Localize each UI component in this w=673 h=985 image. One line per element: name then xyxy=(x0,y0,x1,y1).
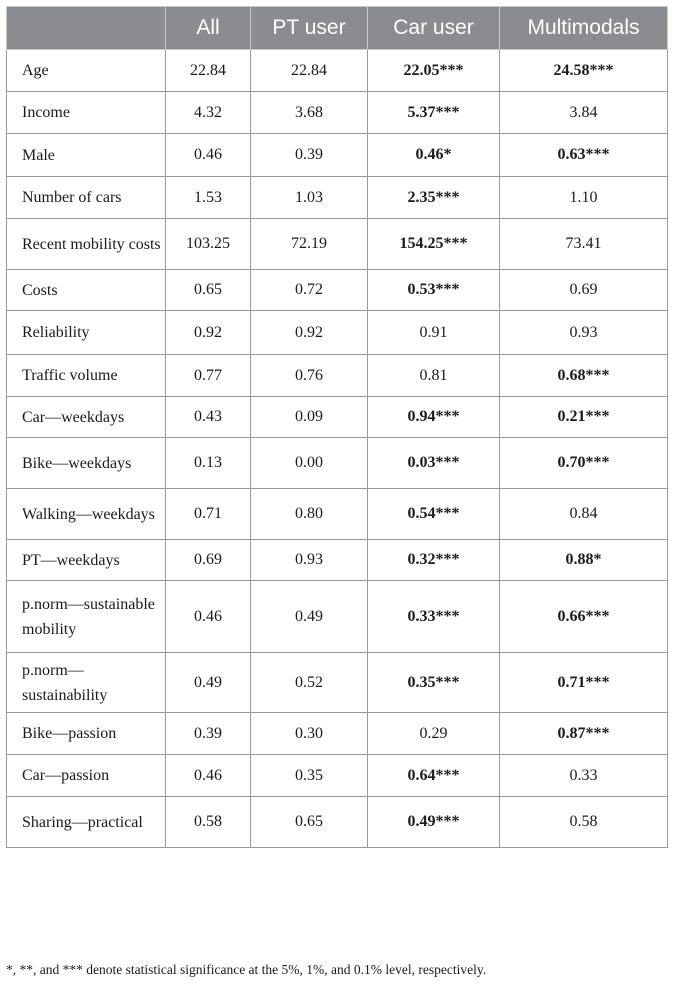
value-cell: 0.43 xyxy=(166,397,251,438)
value-cell: 0.53*** xyxy=(368,270,500,311)
value-cell: 0.35*** xyxy=(368,653,500,713)
value-cell: 0.29 xyxy=(368,713,500,755)
table-row xyxy=(7,219,668,270)
value-cell: 103.25 xyxy=(166,219,251,270)
value-cell: 0.81 xyxy=(368,355,500,397)
row-label: Recent mobility costs xyxy=(7,219,166,270)
table-row xyxy=(7,397,668,438)
row-label: Number of cars xyxy=(7,177,166,219)
value-cell: 0.93 xyxy=(500,311,668,355)
value-cell: 0.87*** xyxy=(500,713,668,755)
value-cell: 1.10 xyxy=(500,177,668,219)
value-cell: 0.46 xyxy=(166,581,251,653)
table-row xyxy=(7,355,668,397)
row-label: Income xyxy=(7,92,166,134)
value-cell: 0.69 xyxy=(166,540,251,581)
value-cell: 1.53 xyxy=(166,177,251,219)
row-label: Walking—weekdays xyxy=(7,489,166,540)
value-cell: 0.30 xyxy=(251,713,368,755)
value-cell: 73.41 xyxy=(500,219,668,270)
header-cell-car-user: Car user xyxy=(368,7,500,50)
table-row xyxy=(7,92,668,134)
row-label: Traffic volume xyxy=(7,355,166,397)
value-cell: 0.35 xyxy=(251,755,368,797)
value-cell: 0.80 xyxy=(251,489,368,540)
table-row xyxy=(7,540,668,581)
row-label: Bike—passion xyxy=(7,713,166,755)
value-cell: 0.71*** xyxy=(500,653,668,713)
value-cell: 0.63*** xyxy=(500,134,668,177)
value-cell: 0.09 xyxy=(251,397,368,438)
value-cell: 0.65 xyxy=(251,797,368,848)
value-cell: 3.68 xyxy=(251,92,368,134)
value-cell: 0.84 xyxy=(500,489,668,540)
value-cell: 1.03 xyxy=(251,177,368,219)
table-row xyxy=(7,713,668,755)
row-label: Sharing—practical xyxy=(7,797,166,848)
row-label: p.norm—sustainability xyxy=(7,653,166,713)
row-label: Age xyxy=(7,50,166,92)
value-cell: 0.49 xyxy=(251,581,368,653)
value-cell: 0.46 xyxy=(166,134,251,177)
value-cell: 0.58 xyxy=(500,797,668,848)
value-cell: 0.49 xyxy=(166,653,251,713)
value-cell: 0.94*** xyxy=(368,397,500,438)
row-label: PT—weekdays xyxy=(7,540,166,581)
header-cell-label xyxy=(7,7,166,50)
value-cell: 0.69 xyxy=(500,270,668,311)
table-row xyxy=(7,177,668,219)
value-cell: 22.84 xyxy=(166,50,251,92)
value-cell: 154.25*** xyxy=(368,219,500,270)
table-body xyxy=(7,50,668,848)
value-cell: 0.66*** xyxy=(500,581,668,653)
value-cell: 3.84 xyxy=(500,92,668,134)
value-cell: 0.64*** xyxy=(368,755,500,797)
value-cell: 0.00 xyxy=(251,438,368,489)
value-cell: 5.37*** xyxy=(368,92,500,134)
row-label: p.norm—sustainable mobility xyxy=(7,581,166,653)
value-cell: 0.88* xyxy=(500,540,668,581)
header-cell-multimodals: Multimodals xyxy=(500,7,668,50)
value-cell: 0.49*** xyxy=(368,797,500,848)
value-cell: 0.13 xyxy=(166,438,251,489)
value-cell: 0.58 xyxy=(166,797,251,848)
value-cell: 0.39 xyxy=(251,134,368,177)
table-row xyxy=(7,797,668,848)
table-row xyxy=(7,438,668,489)
value-cell: 0.32*** xyxy=(368,540,500,581)
value-cell: 0.92 xyxy=(251,311,368,355)
header-cell-pt-user: PT user xyxy=(251,7,368,50)
value-cell: 0.71 xyxy=(166,489,251,540)
value-cell: 0.77 xyxy=(166,355,251,397)
value-cell: 0.91 xyxy=(368,311,500,355)
value-cell: 0.76 xyxy=(251,355,368,397)
value-cell: 0.03*** xyxy=(368,438,500,489)
value-cell: 0.68*** xyxy=(500,355,668,397)
table-row xyxy=(7,581,668,653)
header-cell-all: All xyxy=(166,7,251,50)
value-cell: 22.84 xyxy=(251,50,368,92)
header-row xyxy=(7,7,668,50)
table-row xyxy=(7,270,668,311)
table-row xyxy=(7,653,668,713)
table-row xyxy=(7,755,668,797)
value-cell: 0.33*** xyxy=(368,581,500,653)
value-cell: 0.46 xyxy=(166,755,251,797)
value-cell: 72.19 xyxy=(251,219,368,270)
row-label: Car—passion xyxy=(7,755,166,797)
value-cell: 0.70*** xyxy=(500,438,668,489)
value-cell: 0.52 xyxy=(251,653,368,713)
value-cell: 0.65 xyxy=(166,270,251,311)
table-footnote: *, **, and *** denote statistical significance at the 5%, 1%, and 0.1% level, respectively. xyxy=(6,962,487,977)
row-label: Costs xyxy=(7,270,166,311)
results-table xyxy=(6,6,668,848)
value-cell: 0.54*** xyxy=(368,489,500,540)
value-cell: 0.46* xyxy=(368,134,500,177)
row-label: Reliability xyxy=(7,311,166,355)
value-cell: 0.39 xyxy=(166,713,251,755)
value-cell: 4.32 xyxy=(166,92,251,134)
value-cell: 0.92 xyxy=(166,311,251,355)
value-cell: 0.72 xyxy=(251,270,368,311)
row-label: Car—weekdays xyxy=(7,397,166,438)
value-cell: 24.58*** xyxy=(500,50,668,92)
value-cell: 2.35*** xyxy=(368,177,500,219)
table-row xyxy=(7,311,668,355)
table-row xyxy=(7,50,668,92)
table-row xyxy=(7,489,668,540)
value-cell: 0.21*** xyxy=(500,397,668,438)
row-label: Male xyxy=(7,134,166,177)
row-label: Bike—weekdays xyxy=(7,438,166,489)
value-cell: 22.05*** xyxy=(368,50,500,92)
value-cell: 0.33 xyxy=(500,755,668,797)
table-row xyxy=(7,134,668,177)
value-cell: 0.93 xyxy=(251,540,368,581)
